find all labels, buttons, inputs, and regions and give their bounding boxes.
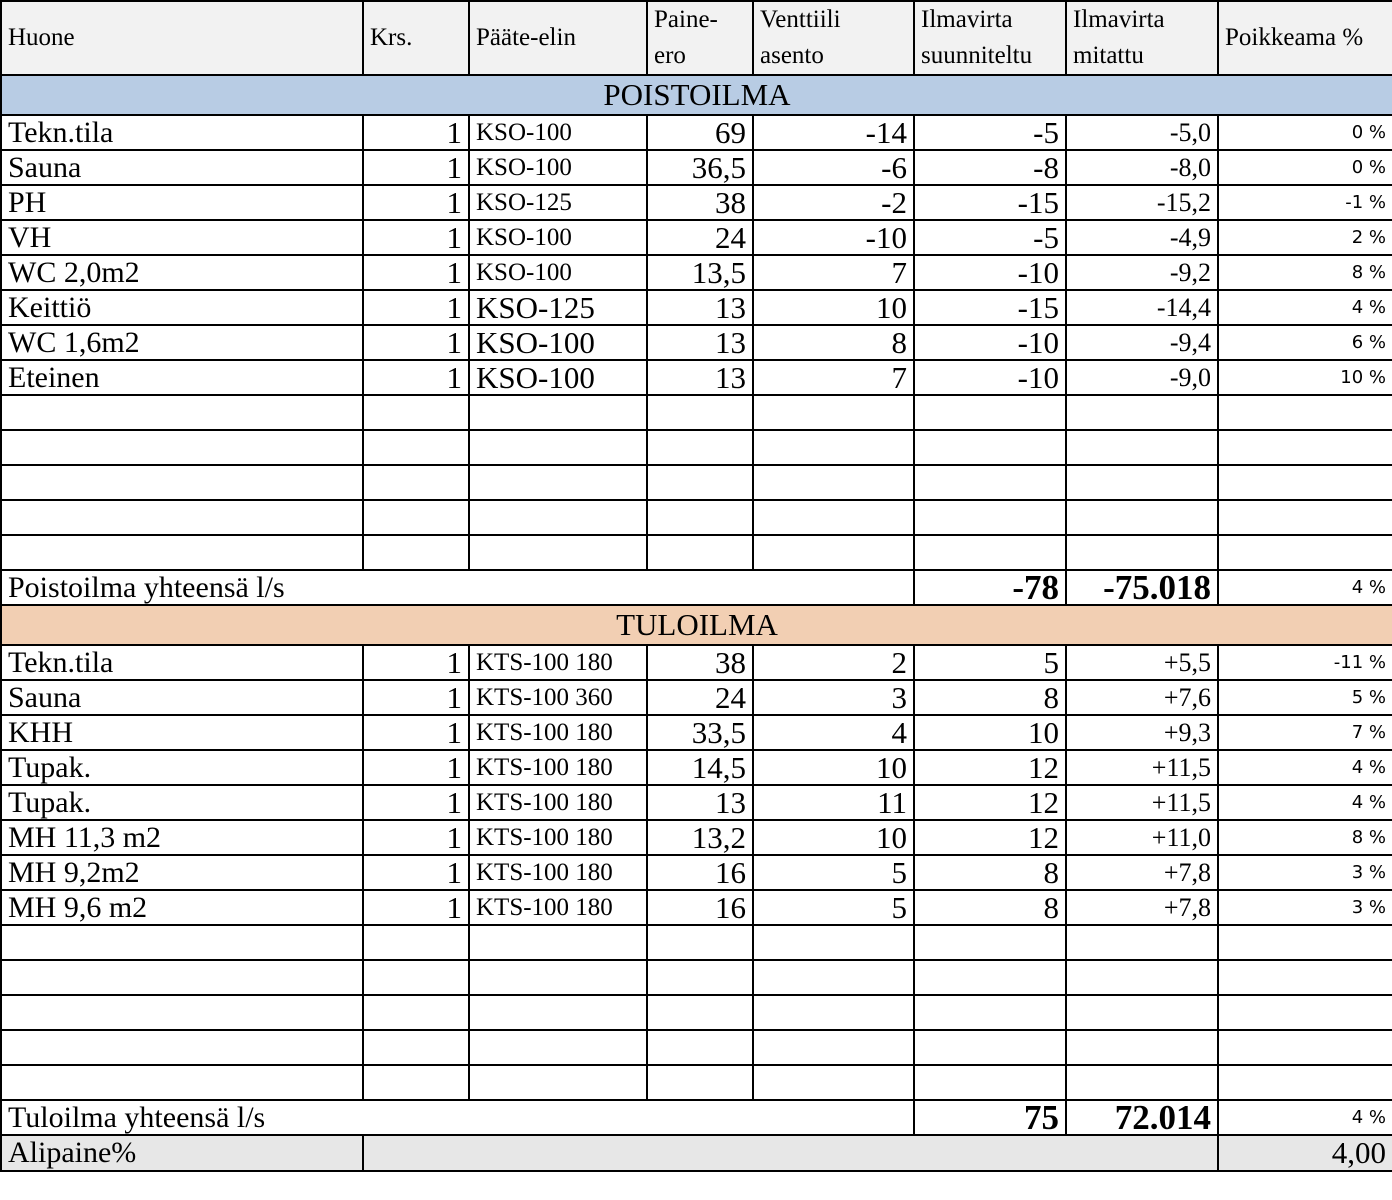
poisto-pressure-cell[interactable]: 13 xyxy=(647,325,753,360)
table-row xyxy=(1,325,1392,360)
tulo-design-flow-cell[interactable]: 12 xyxy=(914,750,1066,785)
tulo-terminal-cell[interactable]: KTS-100 180 xyxy=(469,715,647,750)
tulo-floor-cell[interactable]: 1 xyxy=(363,820,469,855)
empty-cell[interactable] xyxy=(363,430,469,465)
poisto-terminal-cell[interactable]: KSO-125 xyxy=(469,290,647,325)
table-row xyxy=(1,255,1392,290)
empty-cell[interactable] xyxy=(363,395,469,430)
empty-cell[interactable] xyxy=(1,995,363,1030)
poisto-measured-flow-cell[interactable]: -9,2 xyxy=(1066,255,1218,290)
tulo-room-cell[interactable]: MH 9,6 m2 xyxy=(1,890,363,925)
empty-cell[interactable] xyxy=(647,535,753,570)
tulo-room-cell[interactable]: MH 11,3 m2 xyxy=(1,820,363,855)
poisto-floor-cell[interactable]: 1 xyxy=(363,150,469,185)
poisto-design-flow-cell[interactable]: -5 xyxy=(914,220,1066,255)
table-row xyxy=(1,115,1392,150)
tuloilma-section xyxy=(1,605,1392,1135)
header-ilmavirta-mitattu[interactable]: Ilmavirta mitattu xyxy=(1066,1,1218,75)
empty-cell[interactable] xyxy=(363,960,469,995)
table-row xyxy=(1,890,1392,925)
poisto-design-flow-cell[interactable]: -15 xyxy=(914,185,1066,220)
empty-cell[interactable] xyxy=(363,1065,469,1100)
tulo-design-flow-cell[interactable]: 8 xyxy=(914,855,1066,890)
empty-cell[interactable] xyxy=(1066,995,1218,1030)
tuloilma-section-header xyxy=(1,605,1392,645)
tulo-deviation-cell[interactable]: 4 % xyxy=(1218,785,1392,820)
empty-cell[interactable] xyxy=(469,500,647,535)
poisto-measured-flow-cell[interactable]: -15,2 xyxy=(1066,185,1218,220)
table-row xyxy=(1,360,1392,395)
poisto-room-cell[interactable]: PH xyxy=(1,185,363,220)
empty-cell[interactable] xyxy=(753,925,914,960)
empty-cell[interactable] xyxy=(647,430,753,465)
tulo-measured-flow-cell[interactable]: +7,8 xyxy=(1066,890,1218,925)
poisto-floor-cell[interactable]: 1 xyxy=(363,360,469,395)
poisto-valve-cell[interactable]: 8 xyxy=(753,325,914,360)
tulo-valve-cell[interactable]: 4 xyxy=(753,715,914,750)
tulo-floor-cell[interactable]: 1 xyxy=(363,680,469,715)
empty-cell[interactable] xyxy=(363,1030,469,1065)
header-poikkeama[interactable]: Poikkeama % xyxy=(1218,1,1392,75)
tulo-measured-flow-cell[interactable]: +11,5 xyxy=(1066,785,1218,820)
table-row xyxy=(1,645,1392,680)
poisto-design-flow-cell[interactable]: -10 xyxy=(914,325,1066,360)
empty-row xyxy=(1,995,1392,1030)
empty-cell[interactable] xyxy=(1218,465,1392,500)
tulo-deviation-cell[interactable]: -11 % xyxy=(1218,645,1392,680)
tulo-floor-cell[interactable]: 1 xyxy=(363,855,469,890)
empty-cell[interactable] xyxy=(914,395,1066,430)
poisto-measured-flow-cell[interactable]: -4,9 xyxy=(1066,220,1218,255)
alipaine-row xyxy=(1,1135,1392,1171)
tulo-terminal-cell[interactable]: KTS-100 180 xyxy=(469,645,647,680)
empty-cell[interactable] xyxy=(1218,1065,1392,1100)
poisto-design-flow-cell[interactable]: -10 xyxy=(914,360,1066,395)
poisto-total-measured[interactable]: -75.018 xyxy=(1066,570,1218,605)
tulo-measured-flow-cell[interactable]: +11,5 xyxy=(1066,750,1218,785)
alipaine-value[interactable]: 4,00 xyxy=(1218,1135,1392,1171)
poisto-room-cell[interactable]: WC 1,6m2 xyxy=(1,325,363,360)
tulo-total-design[interactable]: 75 xyxy=(914,1100,1066,1135)
poisto-valve-cell[interactable]: -6 xyxy=(753,150,914,185)
empty-cell[interactable] xyxy=(647,960,753,995)
empty-cell[interactable] xyxy=(753,465,914,500)
tulo-valve-cell[interactable]: 2 xyxy=(753,645,914,680)
empty-cell[interactable] xyxy=(469,960,647,995)
empty-cell[interactable] xyxy=(469,995,647,1030)
poisto-terminal-cell[interactable]: KSO-100 xyxy=(469,255,647,290)
poisto-pressure-cell[interactable]: 13 xyxy=(647,290,753,325)
poisto-valve-cell[interactable]: 7 xyxy=(753,255,914,290)
alipaine-label[interactable]: Alipaine% xyxy=(1,1135,363,1171)
poisto-deviation-cell[interactable]: 8 % xyxy=(1218,255,1392,290)
poisto-pressure-cell[interactable]: 24 xyxy=(647,220,753,255)
empty-cell[interactable] xyxy=(1218,960,1392,995)
table-row xyxy=(1,220,1392,255)
tulo-valve-cell[interactable]: 10 xyxy=(753,820,914,855)
empty-cell[interactable] xyxy=(753,430,914,465)
empty-cell[interactable] xyxy=(1066,395,1218,430)
empty-cell[interactable] xyxy=(363,500,469,535)
empty-cell[interactable] xyxy=(1,535,363,570)
tulo-design-flow-cell[interactable]: 12 xyxy=(914,785,1066,820)
tulo-terminal-cell[interactable]: KTS-100 180 xyxy=(469,855,647,890)
tulo-design-flow-cell[interactable]: 8 xyxy=(914,890,1066,925)
poisto-terminal-cell[interactable]: KSO-100 xyxy=(469,150,647,185)
table-row xyxy=(1,680,1392,715)
empty-cell[interactable] xyxy=(1066,1065,1218,1100)
poisto-deviation-cell[interactable]: 4 % xyxy=(1218,290,1392,325)
empty-cell[interactable] xyxy=(753,500,914,535)
tulo-room-cell[interactable]: Tekn.tila xyxy=(1,645,363,680)
empty-cell[interactable] xyxy=(1218,995,1392,1030)
header-paate-elin[interactable]: Pääte-elin xyxy=(469,1,647,75)
empty-cell[interactable] xyxy=(914,960,1066,995)
empty-cell[interactable] xyxy=(1,960,363,995)
table-row xyxy=(1,150,1392,185)
poisto-measured-flow-cell[interactable]: -5,0 xyxy=(1066,115,1218,150)
empty-cell[interactable] xyxy=(469,1030,647,1065)
empty-cell[interactable] xyxy=(363,465,469,500)
empty-cell[interactable] xyxy=(1218,395,1392,430)
poisto-terminal-cell[interactable]: KSO-100 xyxy=(469,325,647,360)
poisto-valve-cell[interactable]: -10 xyxy=(753,220,914,255)
tulo-pressure-cell[interactable]: 16 xyxy=(647,855,753,890)
empty-cell[interactable] xyxy=(469,430,647,465)
tulo-pressure-cell[interactable]: 13,2 xyxy=(647,820,753,855)
alipaine-spacer[interactable] xyxy=(363,1135,1218,1171)
tulo-room-cell[interactable]: Tupak. xyxy=(1,750,363,785)
poisto-deviation-cell[interactable]: 2 % xyxy=(1218,220,1392,255)
tulo-deviation-cell[interactable]: 5 % xyxy=(1218,680,1392,715)
header-venttiili-asento[interactable]: Venttiili asento xyxy=(753,1,914,75)
tulo-total-measured[interactable]: 72.014 xyxy=(1066,1100,1218,1135)
tulo-design-flow-cell[interactable]: 5 xyxy=(914,645,1066,680)
empty-cell[interactable] xyxy=(1,1030,363,1065)
tulo-terminal-cell[interactable]: KTS-100 180 xyxy=(469,820,647,855)
tuloilma-title[interactable]: TULOILMA xyxy=(1,605,1392,645)
tulo-valve-cell[interactable]: 5 xyxy=(753,855,914,890)
tulo-pressure-cell[interactable]: 16 xyxy=(647,890,753,925)
empty-row xyxy=(1,960,1392,995)
empty-cell[interactable] xyxy=(753,1030,914,1065)
empty-cell[interactable] xyxy=(914,1030,1066,1065)
tulo-measured-flow-cell[interactable]: +7,8 xyxy=(1066,855,1218,890)
empty-cell[interactable] xyxy=(1066,960,1218,995)
poisto-floor-cell[interactable]: 1 xyxy=(363,220,469,255)
poisto-room-cell[interactable]: VH xyxy=(1,220,363,255)
tulo-valve-cell[interactable]: 10 xyxy=(753,750,914,785)
tulo-measured-flow-cell[interactable]: +7,6 xyxy=(1066,680,1218,715)
poistoilma-section xyxy=(1,75,1392,605)
empty-cell[interactable] xyxy=(1218,535,1392,570)
poisto-pressure-cell[interactable]: 38 xyxy=(647,185,753,220)
empty-cell[interactable] xyxy=(363,535,469,570)
empty-cell[interactable] xyxy=(914,995,1066,1030)
empty-cell[interactable] xyxy=(363,925,469,960)
tulo-terminal-cell[interactable]: KTS-100 180 xyxy=(469,785,647,820)
tulo-total-label[interactable]: Tuloilma yhteensä l/s xyxy=(1,1100,914,1135)
table-row xyxy=(1,750,1392,785)
empty-cell[interactable] xyxy=(469,395,647,430)
poisto-deviation-cell[interactable]: -1 % xyxy=(1218,185,1392,220)
table-row xyxy=(1,820,1392,855)
poistoilma-section-header xyxy=(1,75,1392,115)
header-paine-ero[interactable]: Paine- ero xyxy=(647,1,753,75)
empty-row xyxy=(1,465,1392,500)
empty-cell[interactable] xyxy=(1066,535,1218,570)
empty-cell[interactable] xyxy=(1218,500,1392,535)
empty-row xyxy=(1,500,1392,535)
empty-row xyxy=(1,925,1392,960)
empty-cell[interactable] xyxy=(1,395,363,430)
empty-cell[interactable] xyxy=(914,500,1066,535)
poisto-room-cell[interactable]: WC 2,0m2 xyxy=(1,255,363,290)
table-row xyxy=(1,715,1392,750)
empty-cell[interactable] xyxy=(647,1065,753,1100)
empty-cell[interactable] xyxy=(1,1065,363,1100)
tulo-deviation-cell[interactable]: 3 % xyxy=(1218,890,1392,925)
poisto-terminal-cell[interactable]: KSO-100 xyxy=(469,220,647,255)
empty-row xyxy=(1,1065,1392,1100)
empty-cell[interactable] xyxy=(1218,925,1392,960)
poisto-terminal-cell[interactable]: KSO-125 xyxy=(469,185,647,220)
empty-cell[interactable] xyxy=(1,925,363,960)
header-krs[interactable]: Krs. xyxy=(363,1,469,75)
tulo-floor-cell[interactable]: 1 xyxy=(363,785,469,820)
empty-cell[interactable] xyxy=(914,535,1066,570)
tulo-design-flow-cell[interactable]: 12 xyxy=(914,820,1066,855)
empty-cell[interactable] xyxy=(753,1065,914,1100)
poisto-room-cell[interactable]: Sauna xyxy=(1,150,363,185)
poisto-deviation-cell[interactable]: 6 % xyxy=(1218,325,1392,360)
tulo-room-cell[interactable]: Sauna xyxy=(1,680,363,715)
poisto-measured-flow-cell[interactable]: -9,0 xyxy=(1066,360,1218,395)
empty-row xyxy=(1,395,1392,430)
poisto-valve-cell[interactable]: 7 xyxy=(753,360,914,395)
empty-cell[interactable] xyxy=(1,430,363,465)
poisto-design-flow-cell[interactable]: -15 xyxy=(914,290,1066,325)
empty-row xyxy=(1,1030,1392,1065)
tulo-pressure-cell[interactable]: 33,5 xyxy=(647,715,753,750)
tulo-valve-cell[interactable]: 11 xyxy=(753,785,914,820)
tulo-floor-cell[interactable]: 1 xyxy=(363,715,469,750)
tulo-measured-flow-cell[interactable]: +9,3 xyxy=(1066,715,1218,750)
header-row xyxy=(1,1,1392,75)
empty-cell[interactable] xyxy=(469,535,647,570)
tulo-pressure-cell[interactable]: 13 xyxy=(647,785,753,820)
poisto-floor-cell[interactable]: 1 xyxy=(363,185,469,220)
poisto-deviation-cell[interactable]: 0 % xyxy=(1218,150,1392,185)
empty-cell[interactable] xyxy=(1066,500,1218,535)
tulo-terminal-cell[interactable]: KTS-100 180 xyxy=(469,750,647,785)
poisto-pressure-cell[interactable]: 13,5 xyxy=(647,255,753,290)
empty-cell[interactable] xyxy=(647,925,753,960)
tulo-design-flow-cell[interactable]: 8 xyxy=(914,680,1066,715)
empty-cell[interactable] xyxy=(914,430,1066,465)
empty-cell[interactable] xyxy=(1218,1030,1392,1065)
tulo-pressure-cell[interactable]: 24 xyxy=(647,680,753,715)
tulo-room-cell[interactable]: KHH xyxy=(1,715,363,750)
tulo-pressure-cell[interactable]: 14,5 xyxy=(647,750,753,785)
poisto-pressure-cell[interactable]: 13 xyxy=(647,360,753,395)
empty-cell[interactable] xyxy=(647,465,753,500)
poisto-room-cell[interactable]: Keittiö xyxy=(1,290,363,325)
poisto-room-cell[interactable]: Eteinen xyxy=(1,360,363,395)
tulo-terminal-cell[interactable]: KTS-100 180 xyxy=(469,890,647,925)
tulo-deviation-cell[interactable]: 4 % xyxy=(1218,750,1392,785)
tulo-measured-flow-cell[interactable]: +11,0 xyxy=(1066,820,1218,855)
poisto-total-row xyxy=(1,570,1392,605)
poistoilma-title[interactable]: POISTOILMA xyxy=(1,75,1392,115)
empty-cell[interactable] xyxy=(647,395,753,430)
poisto-valve-cell[interactable]: -14 xyxy=(753,115,914,150)
empty-cell[interactable] xyxy=(914,925,1066,960)
poisto-measured-flow-cell[interactable]: -14,4 xyxy=(1066,290,1218,325)
table-row xyxy=(1,185,1392,220)
header-huone[interactable]: Huone xyxy=(1,1,363,75)
tulo-room-cell[interactable]: MH 9,2m2 xyxy=(1,855,363,890)
empty-row xyxy=(1,535,1392,570)
empty-cell[interactable] xyxy=(647,1030,753,1065)
empty-cell[interactable] xyxy=(914,1065,1066,1100)
poisto-floor-cell[interactable]: 1 xyxy=(363,115,469,150)
poisto-terminal-cell[interactable]: KSO-100 xyxy=(469,360,647,395)
empty-cell[interactable] xyxy=(363,995,469,1030)
empty-cell[interactable] xyxy=(1,465,363,500)
empty-cell[interactable] xyxy=(1066,1030,1218,1065)
poisto-deviation-cell[interactable]: 10 % xyxy=(1218,360,1392,395)
poisto-design-flow-cell[interactable]: -8 xyxy=(914,150,1066,185)
poisto-room-cell[interactable]: Tekn.tila xyxy=(1,115,363,150)
empty-cell[interactable] xyxy=(914,465,1066,500)
poisto-floor-cell[interactable]: 1 xyxy=(363,325,469,360)
poisto-floor-cell[interactable]: 1 xyxy=(363,255,469,290)
poisto-valve-cell[interactable]: 10 xyxy=(753,290,914,325)
empty-cell[interactable] xyxy=(1066,925,1218,960)
tulo-floor-cell[interactable]: 1 xyxy=(363,750,469,785)
empty-cell[interactable] xyxy=(469,1065,647,1100)
empty-cell[interactable] xyxy=(1066,465,1218,500)
tulo-deviation-cell[interactable]: 8 % xyxy=(1218,820,1392,855)
tulo-pressure-cell[interactable]: 38 xyxy=(647,645,753,680)
empty-cell[interactable] xyxy=(647,500,753,535)
empty-cell[interactable] xyxy=(1066,430,1218,465)
empty-cell[interactable] xyxy=(647,995,753,1030)
tulo-room-cell[interactable]: Tupak. xyxy=(1,785,363,820)
tulo-valve-cell[interactable]: 5 xyxy=(753,890,914,925)
table-row xyxy=(1,290,1392,325)
tulo-deviation-cell[interactable]: 7 % xyxy=(1218,715,1392,750)
empty-row xyxy=(1,430,1392,465)
poisto-deviation-cell[interactable]: 0 % xyxy=(1218,115,1392,150)
tulo-total-row xyxy=(1,1100,1392,1135)
poisto-design-flow-cell[interactable]: -10 xyxy=(914,255,1066,290)
poisto-total-label[interactable]: Poistoilma yhteensä l/s xyxy=(1,570,914,605)
empty-cell[interactable] xyxy=(753,535,914,570)
empty-cell[interactable] xyxy=(753,395,914,430)
poisto-floor-cell[interactable]: 1 xyxy=(363,290,469,325)
table-row xyxy=(1,785,1392,820)
poisto-valve-cell[interactable]: -2 xyxy=(753,185,914,220)
poisto-total-design[interactable]: -78 xyxy=(914,570,1066,605)
poisto-pressure-cell[interactable]: 69 xyxy=(647,115,753,150)
tulo-floor-cell[interactable]: 1 xyxy=(363,890,469,925)
header-ilmavirta-suunniteltu[interactable]: Ilmavirta suunniteltu xyxy=(914,1,1066,75)
poisto-terminal-cell[interactable]: KSO-100 xyxy=(469,115,647,150)
poisto-measured-flow-cell[interactable]: -8,0 xyxy=(1066,150,1218,185)
tulo-valve-cell[interactable]: 3 xyxy=(753,680,914,715)
empty-cell[interactable] xyxy=(753,960,914,995)
tulo-terminal-cell[interactable]: KTS-100 360 xyxy=(469,680,647,715)
empty-cell[interactable] xyxy=(753,995,914,1030)
empty-cell[interactable] xyxy=(1,500,363,535)
table-row xyxy=(1,855,1392,890)
empty-cell[interactable] xyxy=(469,465,647,500)
tulo-total-deviation[interactable]: 4 % xyxy=(1218,1100,1392,1135)
tulo-deviation-cell[interactable]: 3 % xyxy=(1218,855,1392,890)
poisto-pressure-cell[interactable]: 36,5 xyxy=(647,150,753,185)
tulo-measured-flow-cell[interactable]: +5,5 xyxy=(1066,645,1218,680)
empty-cell[interactable] xyxy=(469,925,647,960)
tulo-design-flow-cell[interactable]: 10 xyxy=(914,715,1066,750)
poisto-total-deviation[interactable]: 4 % xyxy=(1218,570,1392,605)
poisto-design-flow-cell[interactable]: -5 xyxy=(914,115,1066,150)
empty-cell[interactable] xyxy=(1218,430,1392,465)
tulo-floor-cell[interactable]: 1 xyxy=(363,645,469,680)
poisto-measured-flow-cell[interactable]: -9,4 xyxy=(1066,325,1218,360)
